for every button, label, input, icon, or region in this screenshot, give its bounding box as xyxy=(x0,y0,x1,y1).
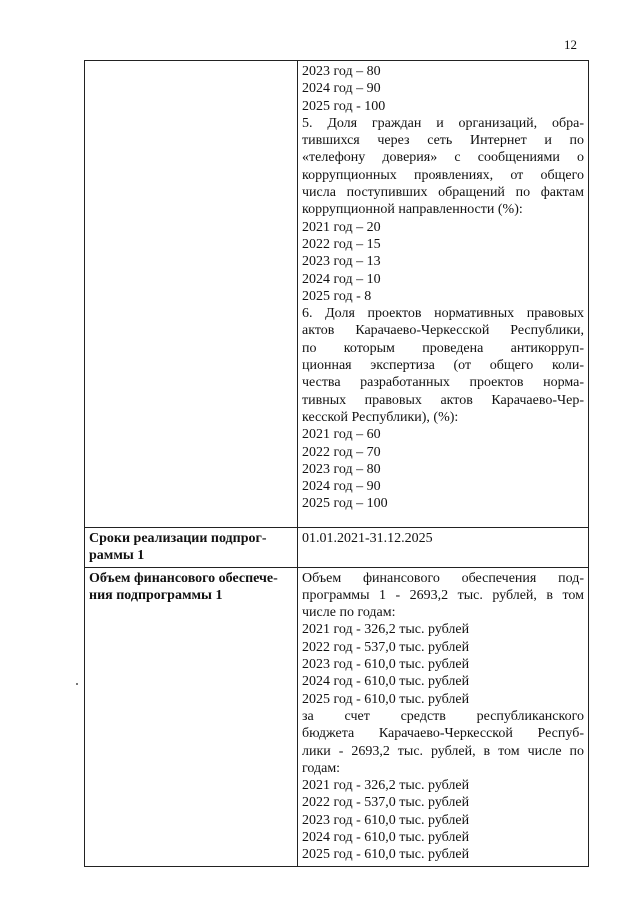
text-line: 2024 год – 90 xyxy=(302,81,381,97)
text-line: 2022 год – 70 xyxy=(302,444,381,460)
text-line: 2023 год - 610,0 тыс. рублей xyxy=(302,812,470,828)
text-line: 2022 год - 537,0 тыс. рублей xyxy=(302,639,470,655)
text-line: чества разработанных проектов норма- xyxy=(302,375,584,391)
text-line: за счет средств республиканского xyxy=(302,708,584,724)
text-line: 2025 год - 610,0 тыс. рублей xyxy=(302,847,470,863)
text-line: тившихся через сеть Интернет и по xyxy=(302,133,584,149)
text-line: 2023 год – 13 xyxy=(302,254,381,270)
text-line: ционная экспертиза (от общего коли- xyxy=(302,358,584,374)
row2-label-cell xyxy=(85,528,298,568)
row3-label-cell xyxy=(85,567,298,866)
text-line: 2023 год – 80 xyxy=(302,64,381,79)
row1-value-cell xyxy=(298,61,589,528)
text-line: 2025 год - 8 xyxy=(302,288,372,304)
page-number: 12 xyxy=(564,37,577,52)
funding-label-line: ния подпрограммы 1 xyxy=(89,587,223,603)
text-line: числе по годам: xyxy=(302,605,396,621)
text-line: тивных правовых актов Карачаево-Чер- xyxy=(302,392,584,408)
text-line: 2021 год - 326,2 тыс. рублей xyxy=(302,778,470,794)
text-line: «телефону доверия» с сообщениями о xyxy=(302,150,584,166)
text-line: коррупционных проявлениях, от общего xyxy=(302,167,584,183)
timeline-label-line: раммы 1 xyxy=(89,548,145,564)
text-line: коррупционной направленности (%): xyxy=(302,202,523,218)
text-line: кесской Республики), (%): xyxy=(302,409,459,425)
text-line: 2025 год - 610,0 тыс. рублей xyxy=(302,691,470,707)
text-line: 6. Доля проектов нормативных правовых xyxy=(302,306,584,322)
table-row-indicators xyxy=(85,61,589,528)
text-line: бюджета Карачаево-Черкесской Респуб- xyxy=(302,726,584,742)
text-line: по которым проведена антикорруп- xyxy=(302,340,584,356)
text-line: 2024 год – 10 xyxy=(302,271,381,287)
text-line: 5. Доля граждан и организаций, обра- xyxy=(302,115,584,131)
text-line: 2021 год – 20 xyxy=(302,219,381,235)
text-line: 2024 год - 610,0 тыс. рублей xyxy=(302,674,470,690)
table-row-timeline xyxy=(85,528,589,568)
text-line: 2022 год - 537,0 тыс. рублей xyxy=(302,795,470,811)
row1-label-cell xyxy=(85,61,298,528)
text-line: числа поступивших обращений по фактам xyxy=(302,185,584,201)
indicators-text xyxy=(298,61,588,515)
text-line: Объем финансового обеспечения под- xyxy=(302,570,584,586)
timeline-value: 01.01.2021-31.12.2025 xyxy=(302,531,433,546)
scan-speck xyxy=(76,683,78,685)
funding-label xyxy=(85,568,297,607)
text-line: 2025 год – 100 xyxy=(302,496,388,512)
table-row-funding xyxy=(85,567,589,866)
row3-value-cell xyxy=(298,567,589,866)
text-line: 2024 год - 610,0 тыс. рублей xyxy=(302,830,470,846)
text-line: 2025 год - 100 xyxy=(302,98,386,114)
funding-label-line: Объем финансового обеспече- xyxy=(89,570,278,586)
text-line: 2022 год – 15 xyxy=(302,236,381,252)
text-line: 2024 год – 90 xyxy=(302,479,381,495)
text-line: программы 1 - 2693,2 тыс. рублей, в том xyxy=(302,587,584,603)
funding-text xyxy=(298,568,588,866)
row2-value-cell xyxy=(298,528,589,568)
text-line: 2021 год - 326,2 тыс. рублей xyxy=(302,622,470,638)
text-line: лики - 2693,2 тыс. рублей, в том числе по xyxy=(302,743,584,759)
text-line: 2021 год – 60 xyxy=(302,427,381,443)
text-line: годам: xyxy=(302,760,341,776)
timeline-label-line: Сроки реализации подпрог- xyxy=(89,531,267,546)
text-line: 2023 год – 80 xyxy=(302,461,381,477)
row1-label xyxy=(85,61,297,65)
timeline-label xyxy=(85,528,297,567)
text-line: актов Карачаево-Черкесской Республики, xyxy=(302,323,584,339)
text-line: 2023 год - 610,0 тыс. рублей xyxy=(302,657,470,673)
program-passport-table xyxy=(84,60,589,867)
